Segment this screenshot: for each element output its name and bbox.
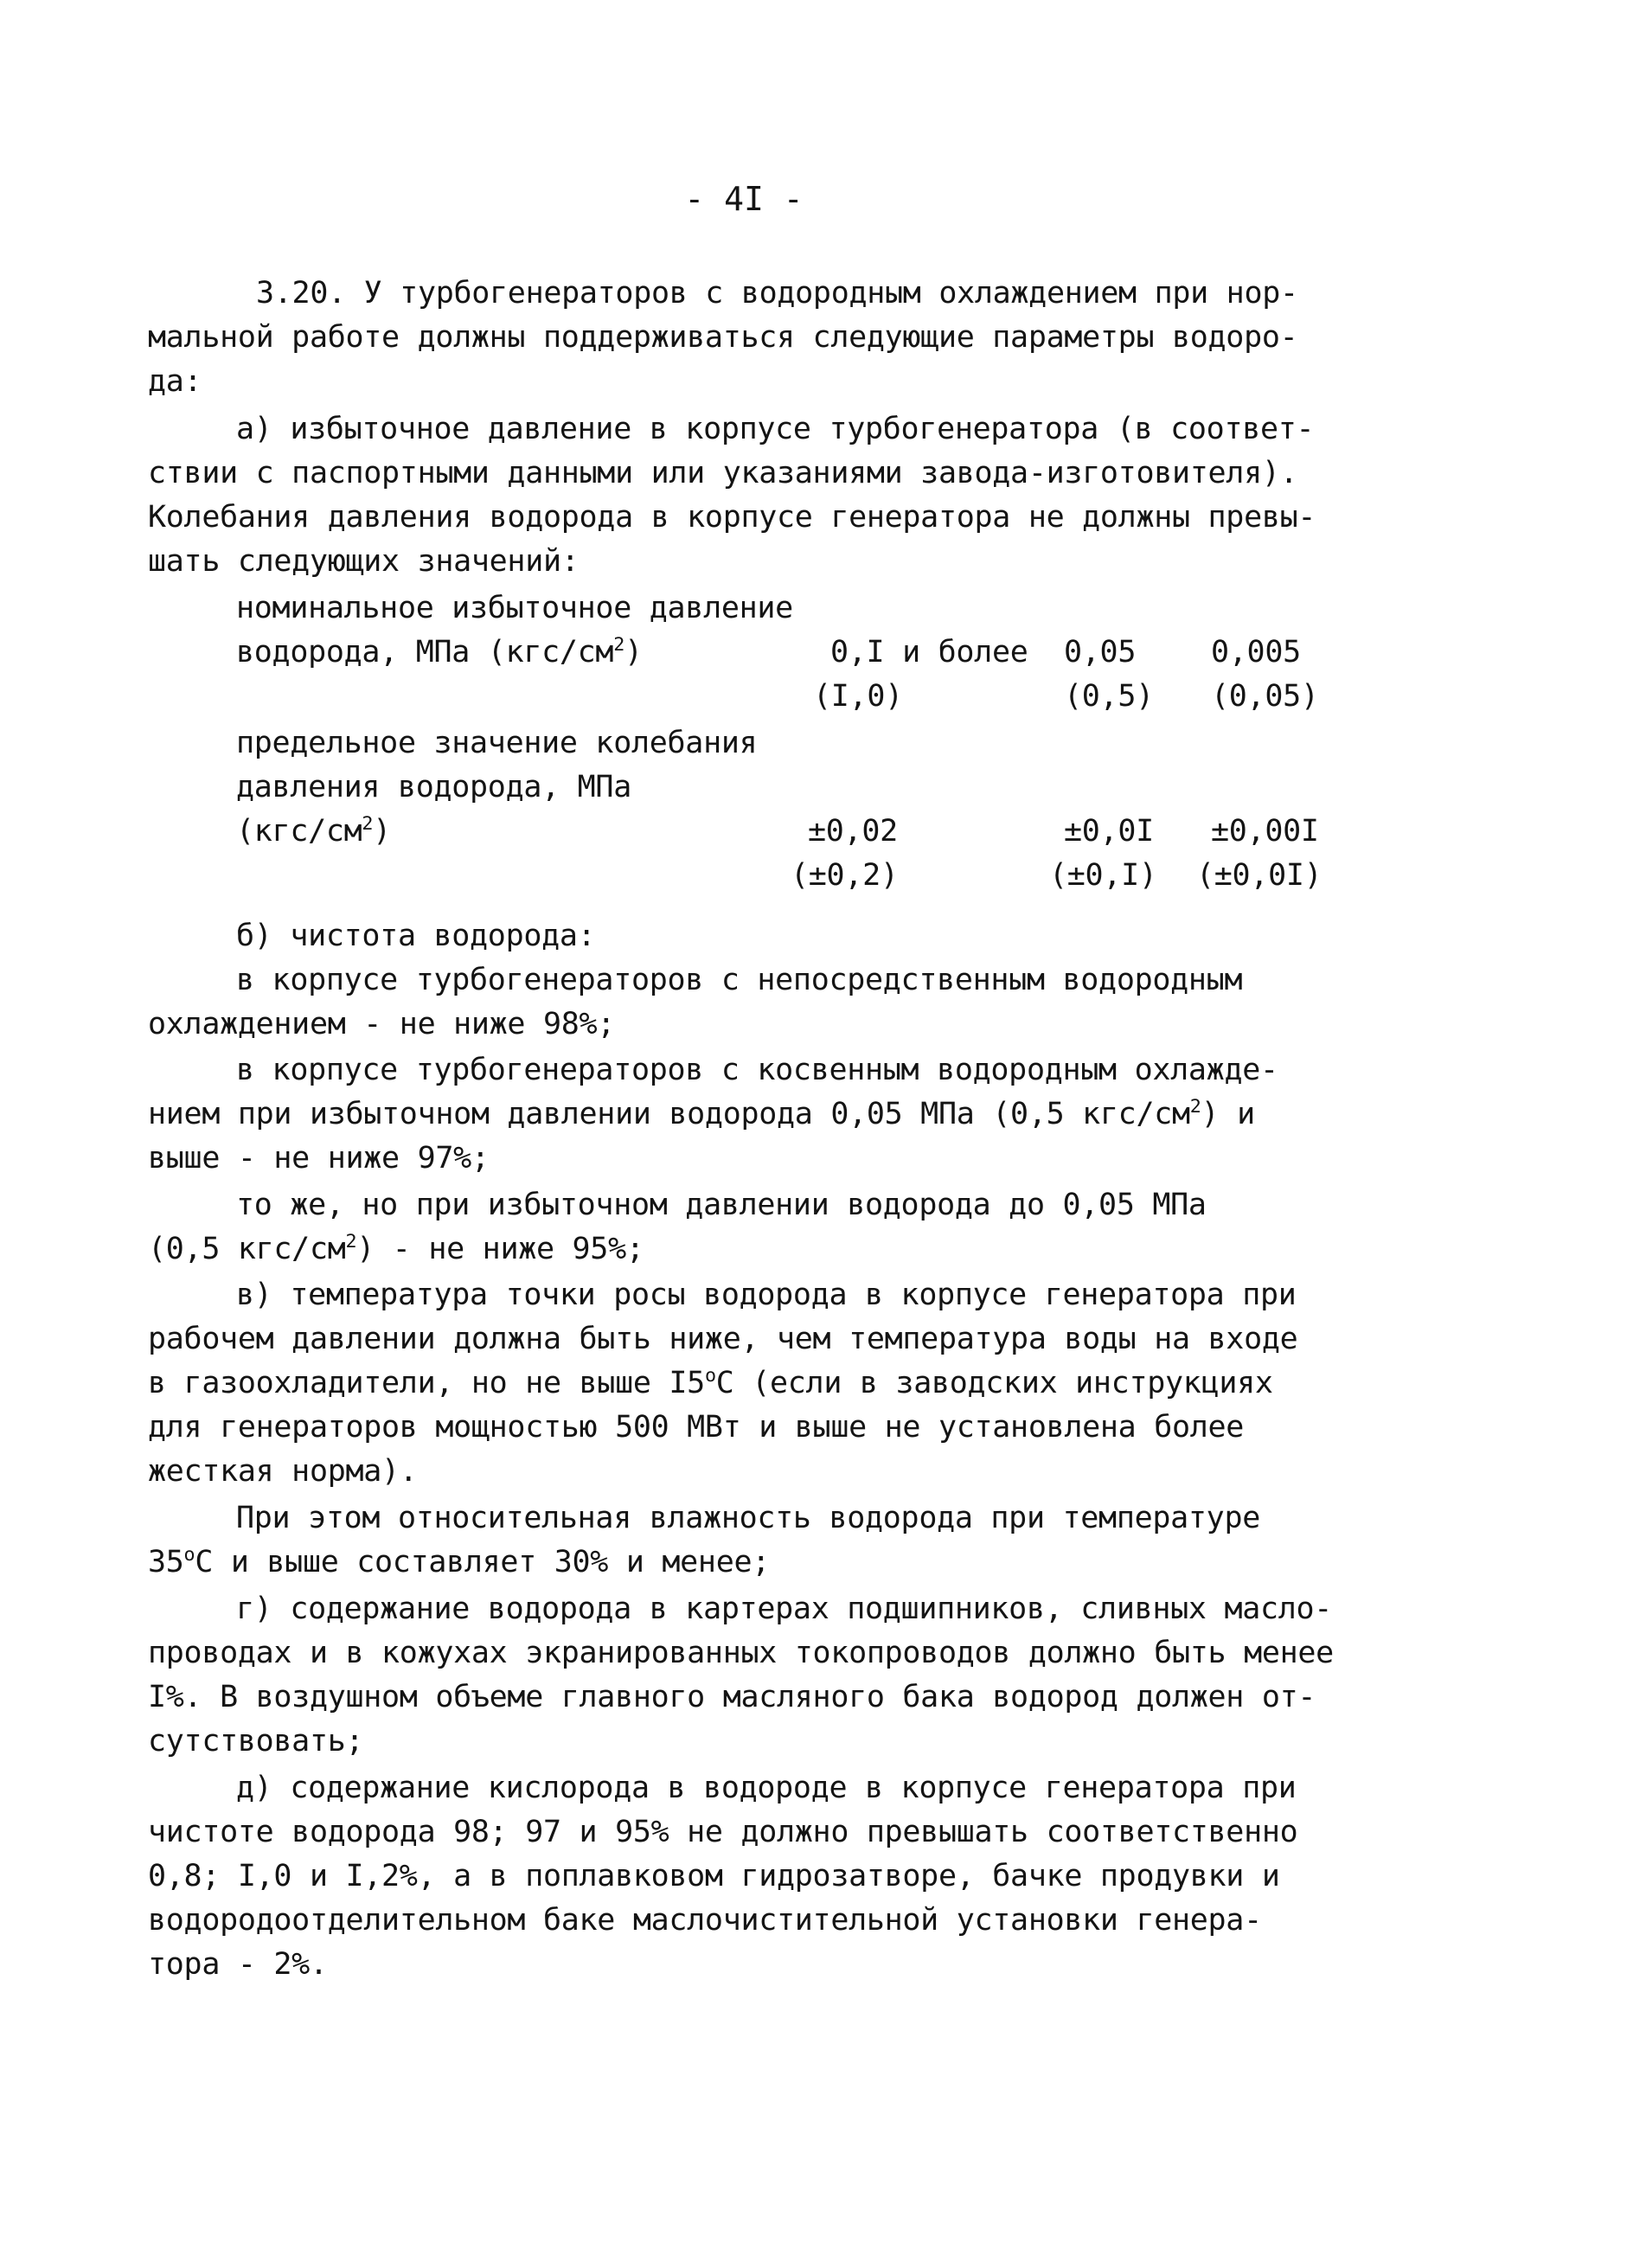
item-v-line-1: в) температура точки росы водорода в корпусе генератора при (236, 1278, 1297, 1312)
table-row-2-col-2-kgf: (±0,I) (1049, 858, 1157, 893)
humidity-line-2: $35^оС$ и выше составляет 30% и менее; (148, 1543, 771, 1579)
item-v-line-2: рабочем давлении должна быть ниже, чем температура воды на входе (148, 1322, 1298, 1356)
paragraph-3-20-line-3: да: (148, 364, 202, 399)
item-g-line-4: сутствовать; (148, 1724, 364, 1759)
item-a-line-2: ствии с паспортными данными или указаниями завода-изготовителя). (148, 456, 1298, 490)
paragraph-3-20-line-2: мальной работе должны поддерживаться следующие параметры водоро- (148, 320, 1298, 355)
table-row-2-col-1-kgf: (±0,2) (791, 858, 899, 893)
item-g-line-3: I%. В воздушном объеме главного масляного бака водород должен от- (148, 1680, 1316, 1714)
table-row-2-col-1: ±0,02 (808, 814, 898, 849)
table-row-1-label-line-2: водорода, МПа $(кгс/см^2)$ (236, 633, 643, 670)
paragraph-3-20-line-1: 3.20. У турбогенераторов с водородным охлаждением при нор- (256, 276, 1298, 311)
page-number: - 4I - (684, 180, 804, 218)
table-row-1-col-2: 0,05 (1064, 635, 1137, 670)
table-row-2-col-2: ±0,0I (1064, 814, 1154, 849)
item-v-line-4: для генераторов мощностью 500 МВт и выше не установлена более (148, 1410, 1245, 1445)
table-row-1-col-1: 0,I и более (830, 635, 1028, 670)
table-row-2-label-line-1: предельное значение колебания (236, 726, 758, 760)
item-d-line-5: тора - 2%. (148, 1947, 328, 1982)
item-d-line-1: д) содержание кислорода в водороде в корпусе генератора при (236, 1771, 1297, 1805)
item-a-line-3: Колебания давления водорода в корпусе генератора не должны превы- (148, 500, 1316, 535)
item-b-line-6: выше - не ниже 97%; (148, 1141, 490, 1176)
table-row-1-col-3: 0,005 (1211, 635, 1301, 670)
item-b-line-2: в корпусе турбогенераторов с непосредственным водородным (236, 963, 1243, 997)
item-b-line-1: б) чистота водорода: (236, 919, 596, 953)
table-row-1-label-line-1: номинальное избыточное давление (236, 591, 793, 625)
table-row-2-col-3-kgf: (±0,0I) (1196, 858, 1323, 893)
item-g-line-1: г) содержание водорода в картерах подшипников, сливных масло- (236, 1592, 1333, 1626)
item-d-line-3: 0,8; I,0 и I,2%, а в поплавковом гидрозатворе, бачке продувки и (148, 1859, 1280, 1893)
table-row-1-col-3-kgf: (0,05) (1211, 679, 1319, 714)
table-row-1-col-1-kgf: (I,0) (813, 679, 903, 714)
table-row-2-label-line-2: давления водорода, МПа (236, 770, 631, 804)
item-v-line-5: жесткая норма). (148, 1454, 418, 1489)
item-b-line-4: в корпусе турбогенераторов с косвенным водородным охлажде- (236, 1053, 1278, 1087)
item-v-line-3: в газоохладители, но не выше $I5^оС$ (если в заводских инструкциях (148, 1364, 1273, 1400)
item-d-line-2: чистоте водорода 98; 97 и 95% не должно превышать соответственно (148, 1815, 1298, 1849)
item-b-line-3: охлаждением - не ниже 98%; (148, 1007, 616, 1041)
table-row-2-col-3: ±0,00I (1211, 814, 1319, 849)
item-d-line-4: водородоотделительном баке маслочистительной установки генера- (148, 1903, 1262, 1938)
item-a-line-4: шать следующих значений: (148, 544, 580, 579)
item-a-line-1: а) избыточное давление в корпусе турбогенератора (в соответ- (236, 412, 1315, 446)
item-b-line-7: то же, но при избыточном давлении водорода до 0,05 МПа (236, 1188, 1207, 1222)
item-b-line-8: (0,5 кгс/$см^2$) - не ниже 95%; (148, 1230, 644, 1266)
item-b-line-5: нием при избыточном давлении водорода 0,05 МПа (0,5 кгс/$см^2$) и (148, 1095, 1255, 1131)
item-g-line-2: проводах и в кожухах экранированных токопроводов должно быть менее (148, 1636, 1334, 1670)
table-row-2-label-line-3: $(кгс/см^2)$ (236, 812, 391, 849)
humidity-line-1: При этом относительная влажность водорода при температуре (236, 1501, 1260, 1535)
table-row-1-col-2-kgf: (0,5) (1064, 679, 1154, 714)
